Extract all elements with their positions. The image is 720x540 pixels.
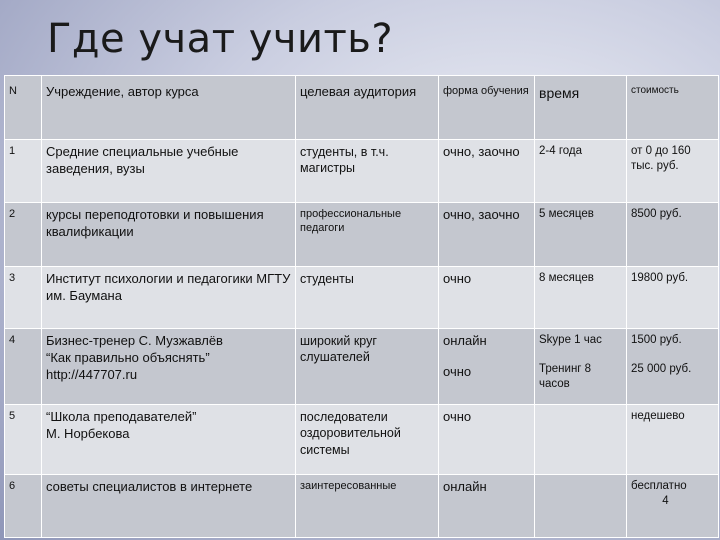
row-number: 2 (5, 203, 42, 267)
table-row (5, 329, 719, 405)
institution-cell: Средние специальные учебные заведения, вузы (42, 140, 296, 203)
form-cell: очно, заочно (439, 203, 535, 267)
time-cell (535, 475, 627, 538)
row-number: 5 (5, 405, 42, 475)
header-institution: Учреждение, автор курса (42, 76, 296, 140)
time-cell (535, 405, 627, 475)
time-cell: 5 месяцев (535, 203, 627, 267)
cost-training: 25 000 руб. (631, 362, 692, 375)
audience-cell: заинтересованные (296, 475, 439, 538)
time-cell (535, 329, 627, 405)
header-time: время (535, 76, 627, 140)
form-online: онлайн (443, 333, 487, 348)
audience-cell: последователи оздоровительной системы (296, 405, 439, 475)
table-header-row (5, 76, 719, 140)
cost-cell: 19800 руб. (627, 267, 719, 329)
cost-cell: от 0 до 160 тыс. руб. (627, 140, 719, 203)
institution-cell (42, 405, 296, 475)
row-number: 6 (5, 475, 42, 538)
time-cell: 2-4 года (535, 140, 627, 203)
table-row (5, 203, 719, 267)
courses-table (4, 75, 719, 538)
cost-free: бесплатно (631, 480, 687, 492)
institution-cell: советы специалистов в интернете (42, 475, 296, 538)
cost-cell (627, 475, 719, 538)
header-form: форма обучения (439, 76, 535, 140)
form-cell: очно, заочно (439, 140, 535, 203)
cost-cell: недешево (627, 405, 719, 475)
table-row (5, 405, 719, 475)
form-cell: очно (439, 405, 535, 475)
cost-cell (627, 329, 719, 405)
institution-cell (42, 329, 296, 405)
school-author: М. Норбекова (46, 425, 130, 441)
table-row (5, 140, 719, 203)
header-audience: целевая аудитория (296, 76, 439, 140)
audience-cell: студенты, в т.ч. магистры (296, 140, 439, 203)
slide-title: Где учат учить? (47, 16, 394, 62)
form-cell: очно (439, 267, 535, 329)
time-skype: Skype 1 час (539, 334, 602, 346)
cost-skype: 1500 руб. (631, 334, 682, 346)
audience-cell: студенты (296, 267, 439, 329)
table-row (5, 475, 719, 538)
institution-cell: курсы переподготовки и повышения квалификации (42, 203, 296, 267)
audience-cell: профессиональные педагоги (296, 203, 439, 267)
time-training: Тренинг 8 часов (539, 362, 592, 390)
institution-cell: Институт психологии и педагогики МГТУ им. Баумана (42, 267, 296, 329)
time-cell: 8 месяцев (535, 267, 627, 329)
cost-cell: 8500 руб. (627, 203, 719, 267)
form-cell (439, 329, 535, 405)
page-number: 4 (662, 494, 669, 507)
course-url-link[interactable]: http://447707.ru (46, 366, 138, 382)
school-name: “Школа преподавателей” (46, 409, 197, 424)
form-cell: онлайн (439, 475, 535, 538)
form-offline: очно (443, 363, 472, 379)
table-row (5, 267, 719, 329)
header-cost: стоимость (627, 76, 719, 140)
row-number: 4 (5, 329, 42, 405)
course-name: “Как правильно объяснять” (46, 349, 210, 365)
audience-cell: широкий круг слушателей (296, 329, 439, 405)
header-num: N (5, 76, 42, 140)
row-number: 1 (5, 140, 42, 203)
row-number: 3 (5, 267, 42, 329)
trainer-name: Бизнес-тренер С. Музжавлёв (46, 333, 223, 348)
